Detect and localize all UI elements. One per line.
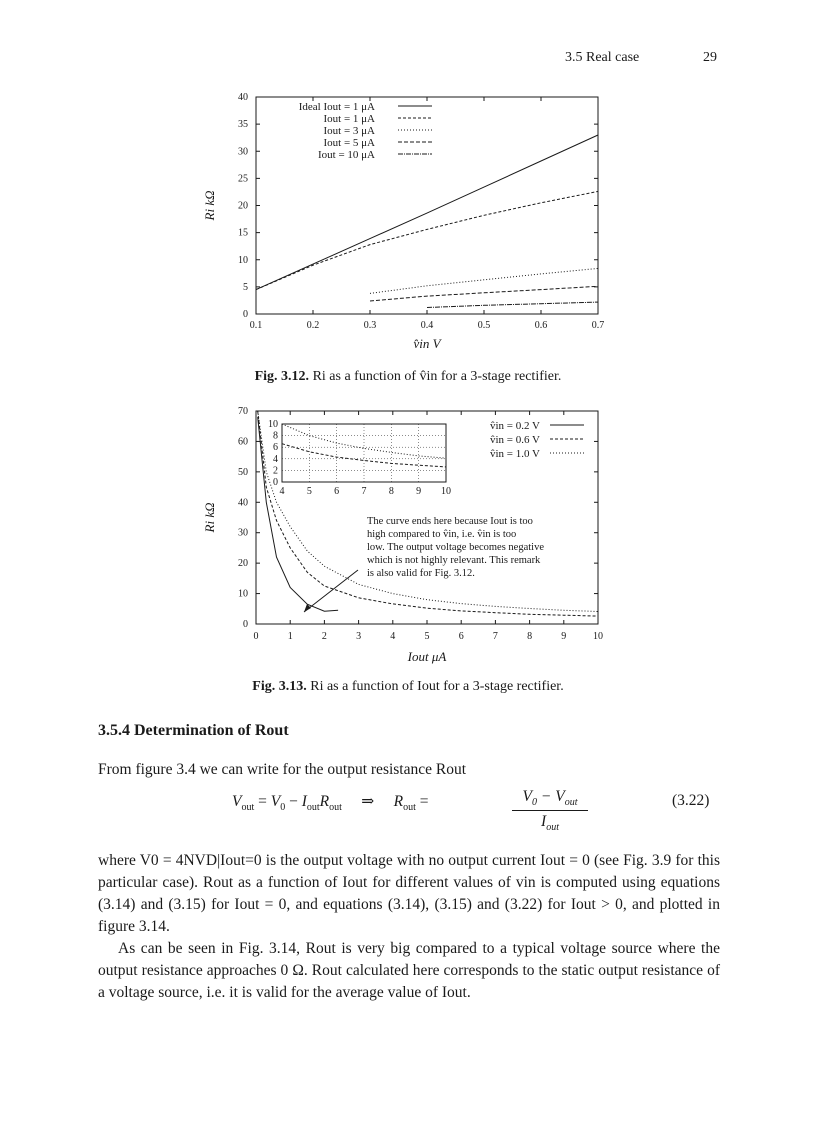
x-tick-label: 3 — [356, 631, 362, 642]
inset-x-tick-label: 4 — [279, 486, 285, 497]
legend-label: v̂in = 0.2 V — [489, 420, 540, 432]
annotation-line: low. The output voltage becomes negative — [367, 542, 544, 553]
annotation-line: is also valid for Fig. 3.12. — [367, 568, 475, 579]
inset-x-tick-label: 6 — [334, 486, 340, 497]
intro-paragraph: From figure 3.4 we can write for the output resistance Rout — [98, 761, 467, 778]
inset-y-tick-label: 2 — [273, 465, 278, 477]
y-tick-label: 20 — [238, 558, 248, 570]
equation-number: (3.22) — [672, 792, 710, 809]
fig-3-13-caption-label: Fig. 3.13. — [252, 679, 307, 694]
fig-3-12-caption-text: Ri as a function of v̂in for a 3-stage rectifier. — [312, 369, 562, 384]
x-tick-label: 7 — [492, 631, 498, 642]
legend-label: Iout = 5 μA — [323, 137, 375, 149]
annotation-line: which is not highly relevant. This remark — [367, 555, 541, 566]
annotation-arrow — [304, 570, 358, 612]
y-tick-label: 0 — [243, 309, 248, 320]
y-tick-label: 10 — [238, 254, 248, 266]
y-tick-label: 60 — [238, 436, 248, 448]
x-tick-label: 0.6 — [534, 320, 548, 331]
annotation-line: high compared to v̂in, i.e. v̂in is too — [367, 529, 517, 540]
fig-3-13-caption — [0, 679, 816, 695]
fig-3-13-caption-text: Ri as a function of Iout for a 3-stage rectifier. — [310, 679, 564, 694]
page-number: 29 — [703, 50, 717, 65]
inset-x-tick-label: 7 — [361, 486, 367, 497]
y-tick-label: 25 — [238, 173, 248, 185]
x-axis-label: v̂in V — [413, 336, 441, 351]
inset-x-tick-label: 9 — [416, 486, 422, 497]
annotation-line: The curve ends here because Iout is too — [367, 516, 533, 527]
x-tick-label: 0.2 — [306, 320, 320, 331]
x-axis-label: Iout μA — [407, 649, 447, 664]
x-tick-label: 0.7 — [591, 320, 605, 331]
inset-y-tick-label: 6 — [273, 442, 278, 454]
inset-y-tick-label: 0 — [273, 477, 278, 488]
running-header-section: 3.5 Real case — [565, 50, 640, 65]
y-axis-label: Ri kΩ — [202, 502, 217, 533]
x-tick-label: 10 — [593, 631, 603, 642]
section-title: 3.5.4 Determination of Rout — [98, 722, 289, 739]
y-tick-label: 20 — [238, 200, 248, 212]
legend-label: Iout = 1 μA — [323, 113, 375, 125]
x-tick-label: 0.1 — [249, 320, 263, 331]
y-tick-label: 40 — [238, 92, 248, 103]
x-tick-label: 4 — [390, 631, 396, 642]
legend-label: Ideal Iout = 1 μA — [298, 101, 375, 113]
fig-3-12-caption-label: Fig. 3.12. — [254, 369, 310, 384]
paragraph-1: where V0 = 4NVD|Iout=0 is the output voltage with no output current Iout = 0 (see Fig. 3.9 for this particular case). Rout as a function of Iout for different values of vin is computed using equations (3.14) and (3.15) for Iout = 0, and equations (3.14), (3.15) and (3.22) for Iout > 0, and plotted in figure 3.14. — [98, 852, 720, 935]
legend-label: v̂in = 0.6 V — [489, 434, 540, 446]
inset-x-tick-label: 10 — [441, 486, 451, 497]
x-tick-label: 5 — [424, 631, 430, 642]
x-tick-label: 0 — [253, 631, 259, 642]
x-tick-label: 6 — [458, 631, 464, 642]
y-axis-label: Ri kΩ — [202, 190, 217, 221]
x-tick-label: 0.5 — [477, 320, 491, 331]
x-tick-label: 0.3 — [363, 320, 377, 331]
legend-label: Iout = 3 μA — [323, 125, 375, 137]
y-tick-label: 30 — [238, 146, 248, 158]
y-tick-label: 50 — [238, 466, 248, 478]
inset-y-tick-label: 10 — [268, 419, 278, 430]
x-tick-label: 2 — [321, 631, 327, 642]
x-tick-label: 0.4 — [420, 320, 434, 331]
y-tick-label: 10 — [238, 588, 248, 600]
inset-frame — [282, 424, 446, 482]
y-tick-label: 5 — [243, 281, 248, 293]
inset-x-tick-label: 8 — [388, 486, 394, 497]
legend-label: Iout = 10 μA — [317, 149, 375, 161]
equation-fraction: $V_0 - V_{out}$ $I_{out}$ — [512, 788, 588, 833]
x-tick-label: 9 — [561, 631, 567, 642]
y-tick-label: 35 — [238, 119, 248, 131]
equation-left: $V_{out} = V_0 - I_{out}R_{out}$ ⇒ $R_{out}$ = — [232, 793, 429, 814]
y-tick-label: 30 — [238, 527, 248, 539]
y-tick-label: 15 — [238, 227, 248, 239]
inset-x-tick-label: 5 — [306, 486, 312, 497]
y-tick-label: 40 — [238, 497, 248, 509]
paragraph-2: As can be seen in Fig. 3.14, Rout is very big compared to a typical voltage source where the output resistance approaches 0 Ω. Rout calculated here corresponds to the static output resistance of a voltage source, i.e. it is valid for the average value of Iout. — [98, 940, 720, 1001]
y-tick-label: 0 — [243, 619, 248, 630]
y-tick-label: 70 — [238, 406, 248, 417]
x-tick-label: 1 — [287, 631, 293, 642]
inset-y-tick-label: 4 — [273, 453, 278, 465]
legend-label: v̂in = 1.0 V — [489, 448, 540, 460]
x-tick-label: 8 — [527, 631, 533, 642]
inset-y-tick-label: 8 — [273, 430, 278, 442]
